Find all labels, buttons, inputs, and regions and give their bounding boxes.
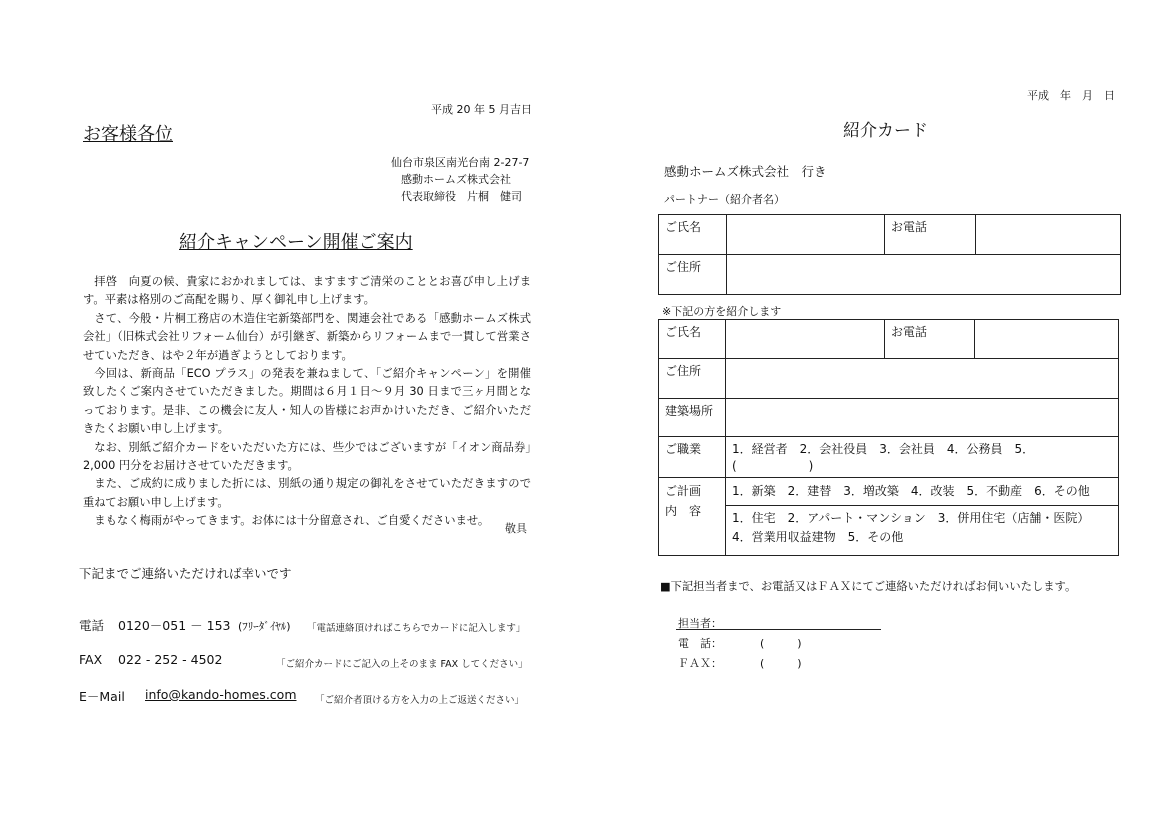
staff-tel-field[interactable]: ( ): [760, 637, 802, 650]
fax-label: FAX: [79, 652, 103, 667]
footer-note: ■下記担当者まで、お電話又はＦＡＸにてご連絡いただければお伺いいたします。: [660, 580, 1077, 593]
sender-company: 感動ホームズ株式会社: [401, 173, 511, 186]
partner-table: [658, 214, 1121, 295]
plan-options-row1[interactable]: 1．新築 2．建替 3．増改築 4．改装 5．不動産 6．その他: [726, 478, 1118, 506]
partner-label: パートナー（紹介者名）: [664, 193, 785, 206]
referral-plan-options: [726, 478, 1119, 556]
tel-note: 「電話連絡頂ければこちらでカードに記入します」: [307, 623, 526, 634]
partner-phone-field[interactable]: [976, 215, 1121, 255]
referral-table: [658, 319, 1119, 556]
partner-address-field[interactable]: [727, 255, 1121, 295]
plan-options-line: 1．住宅 2．アパート・マンション 3．併用住宅（店舗・医院）: [732, 511, 1090, 525]
tel-value: 0120－051 － 153: [118, 618, 231, 633]
referral-address-field[interactable]: [726, 359, 1119, 399]
partner-phone-label: お電話: [885, 215, 976, 255]
referral-plan-label: [659, 478, 726, 556]
addressee: お客様各位: [83, 124, 173, 145]
partner-name-label: ご氏名: [659, 215, 727, 255]
plan-options-line: 4．営業用収益建物 5．その他: [732, 530, 904, 544]
staff-fax-field[interactable]: ( ): [760, 657, 802, 670]
tel-free-label: (ﾌﾘｰﾀﾞｲﾔﾙ): [238, 620, 291, 633]
body-paragraph: 今回は、新商品「ECO プラス」の発表を兼ねまして、「ご紹介キャンペーン」を開催致したくご案内させていただきました。期間は６月１日～９月 30 日まで三ヶ月間となっております。是非、この機会に友人・知人の皆様にお声かけいただき、ご紹介いただきたくお願い申し上げます。: [83, 367, 531, 436]
email-link[interactable]: info@kando-homes.com: [145, 687, 297, 702]
body-paragraph: なお、別紙ご紹介カードをいただいた方には、些少ではございますが「イオン商品券」2,000 円分をお届けさせていただきます。: [83, 440, 531, 473]
closing: 敬具: [505, 522, 527, 535]
referral-site-field[interactable]: [726, 399, 1119, 437]
fax-value: 022 - 252 - 4502: [118, 652, 223, 667]
referral-name-label: ご氏名: [659, 320, 726, 359]
letter-title: 紹介キャンペーン開催ご案内: [179, 232, 413, 253]
staff-line: [676, 629, 881, 630]
tel-label: 電話: [79, 618, 105, 633]
referral-name-field[interactable]: [726, 320, 885, 359]
card-title: 紹介カード: [843, 121, 928, 141]
sender-representative: 代表取締役 片桐 健司: [401, 190, 522, 203]
partner-name-field[interactable]: [727, 215, 885, 255]
contact-intro: 下記までご連絡いただければ幸いです: [79, 566, 292, 581]
referral-address-label: ご住所: [659, 359, 726, 399]
letter-body: [83, 273, 531, 531]
referral-job-options[interactable]: 1．経営者 2．会社役員 3．会社員 4．公務員 5．( ): [726, 437, 1119, 478]
body-paragraph: 拝啓 向夏の候、貴家におかれましては、ますますご清栄のこととお喜び申し上げます。平素は格別のご高配を賜り、厚く御礼申し上げます。: [83, 275, 531, 307]
referral-job-label: ご職業: [659, 437, 726, 478]
letter-date: 平成 20 年 5 月吉日: [431, 103, 532, 116]
staff-fax-label: ＦＡＸ：: [678, 657, 722, 670]
partner-address-label: ご住所: [659, 255, 727, 295]
email-note: 「ご紹介者頂ける方を入力の上ご返送ください」: [315, 695, 525, 706]
sender-address: 仙台市泉区南光台南 2-27-7: [391, 156, 530, 169]
email-label: E－Mail: [79, 689, 125, 704]
staff-tel-label: 電 話：: [678, 637, 722, 650]
card-date: 平成 年 月 日: [1027, 89, 1115, 102]
referral-intro: ※下記の方を紹介します: [662, 305, 782, 318]
body-paragraph: まもなく梅雨がやってきます。お体には十分留意され、ご自愛くださいませ。: [94, 514, 490, 528]
plan-label-line: 内 容: [665, 504, 702, 518]
plan-label-line: ご計画: [665, 484, 702, 498]
referral-phone-label: お電話: [885, 320, 975, 359]
referral-site-label: 建築場所: [659, 399, 726, 437]
card-recipient: 感動ホームズ株式会社 行き: [664, 164, 827, 179]
staff-label: 担当者：: [678, 617, 722, 630]
referral-phone-field[interactable]: [975, 320, 1119, 359]
body-paragraph: さて、今般・片桐工務店の木造住宅新築部門を、関連会社である「感動ホームズ株式会社」（旧株式会社リフォーム仙台）が引継ぎ、新築からリフォームまで一貫して営業させていただき、はや２年が過ぎようとしております。: [83, 311, 531, 362]
body-paragraph: また、ご成約に成りました折には、別紙の通り規定の御礼をさせていただきますので重ねてお願い申し上げます。: [83, 477, 531, 509]
plan-options-row2[interactable]: [726, 506, 1118, 547]
fax-note: 「ご紹介カードにご記入の上そのまま FAX してください」: [276, 659, 528, 670]
